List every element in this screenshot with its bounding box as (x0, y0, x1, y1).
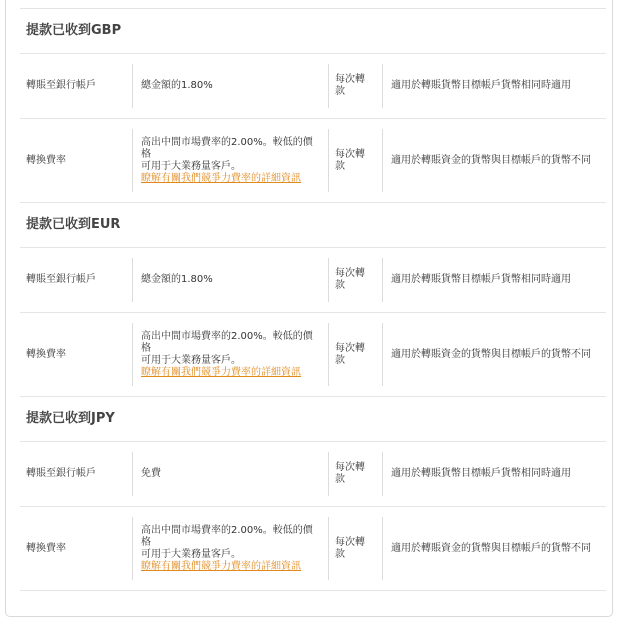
fee-value-line: 高出中間市場費率的2.00%。較低的價格 (141, 330, 313, 354)
fee-note: 適用於轉賬資金的貨幣與目標帳戶的貨幣不同 (382, 517, 606, 580)
section-title: 提款已收到JPY (26, 411, 115, 426)
fee-value (132, 517, 328, 580)
fee-note: 適用於轉賬貨幣目標帳戶貨幣相同時適用 (382, 452, 606, 496)
fee-label: 轉換費率 (26, 542, 66, 554)
fee-row-conversion (20, 507, 606, 591)
fee-note: 適用於轉賬貨幣目標帳戶貨幣相同時適用 (382, 64, 606, 108)
fee-value-line: 可用于大業務量客戶。 (141, 354, 241, 366)
fee-row-bank-transfer (20, 53, 606, 119)
fee-value-line: 高出中間市場費率的2.00%。較低的價格 (141, 136, 313, 160)
fee-note: 適用於轉賬貨幣目標帳戶貨幣相同時適用 (382, 258, 606, 302)
fee-content (20, 0, 606, 591)
fee-frequency: 每次轉款 (328, 323, 382, 386)
fee-label: 轉換費率 (26, 154, 66, 166)
fee-panel (5, 0, 613, 617)
section-title: 提款已收到GBP (26, 23, 122, 38)
fee-value: 免費 (132, 452, 328, 496)
competitive-rates-link[interactable]: 瞭解有關我們競爭力費率的詳細資訊 (141, 172, 301, 184)
fee-value (132, 323, 328, 386)
competitive-rates-link[interactable]: 瞭解有關我們競爭力費率的詳細資訊 (141, 366, 301, 378)
fee-value (132, 129, 328, 192)
fee-row-bank-transfer (20, 247, 606, 313)
fee-frequency: 每次轉款 (328, 258, 382, 302)
fee-row-conversion (20, 119, 606, 203)
section-eur (20, 203, 606, 397)
fee-frequency: 每次轉款 (328, 452, 382, 496)
fee-frequency: 每次轉款 (328, 517, 382, 580)
top-divider (20, 0, 606, 9)
fee-frequency: 每次轉款 (328, 129, 382, 192)
fee-frequency: 每次轉款 (328, 64, 382, 108)
fee-label: 轉賬至銀行帳戶 (26, 80, 96, 91)
fee-row-conversion (20, 313, 606, 397)
fee-note: 適用於轉賬資金的貨幣與目標帳戶的貨幣不同 (382, 129, 606, 192)
fee-label: 轉賬至銀行帳戶 (26, 274, 96, 285)
fee-value-line: 高出中間市場費率的2.00%。較低的價格 (141, 524, 313, 548)
fee-label: 轉換費率 (26, 348, 66, 360)
fee-label: 轉賬至銀行帳戶 (26, 468, 96, 479)
fee-value: 總金額的1.80% (132, 64, 328, 108)
section-title: 提款已收到EUR (26, 217, 121, 232)
fee-value-line: 可用于大業務量客戶。 (141, 548, 241, 560)
fee-value: 總金額的1.80% (132, 258, 328, 302)
section-jpy (20, 397, 606, 591)
fee-value-line: 可用于大業務量客戶。 (141, 160, 241, 172)
section-gbp (20, 9, 606, 203)
fee-note: 適用於轉賬資金的貨幣與目標帳戶的貨幣不同 (382, 323, 606, 386)
competitive-rates-link[interactable]: 瞭解有關我們競爭力費率的詳細資訊 (141, 560, 301, 572)
fee-row-bank-transfer (20, 441, 606, 507)
